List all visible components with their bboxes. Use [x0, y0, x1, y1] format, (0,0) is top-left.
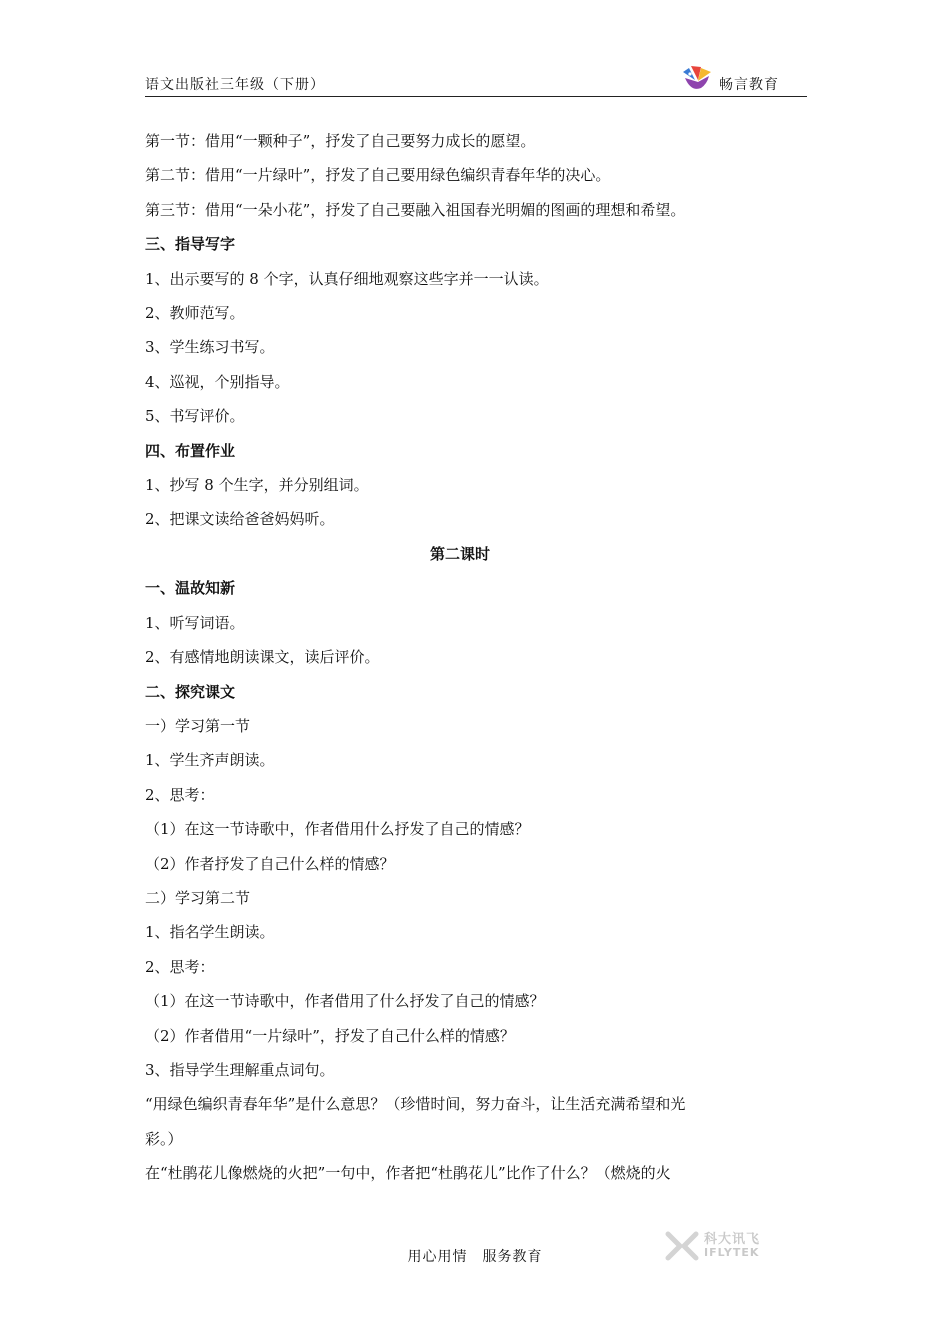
text-line: 二）学习第二节: [145, 888, 251, 907]
text-line: （2）作者抒发了自己什么样的情感？: [145, 854, 395, 873]
document-body: [145, 124, 775, 1191]
iflytek-logo-icon: [664, 1228, 700, 1264]
iflytek-watermark: [664, 1226, 774, 1266]
text-line: 1、听写词语。: [145, 613, 245, 632]
section-heading: 二、探究课文: [145, 682, 236, 701]
text-line: 第三节：借用“一朵小花”，抒发了自己要融入祖国春光明媚的图画的理想和希望。: [145, 200, 686, 219]
text-line: 5、书写评价。: [145, 407, 245, 426]
iflytek-cn-text: 科大讯飞: [704, 1232, 761, 1247]
text-line: 在“杜鹃花儿像燃烧的火把”一句中，作者把“杜鹃花儿”比作了什么？（燃烧的火: [145, 1164, 671, 1183]
text-line: 第一节：借用“一颗种子”，抒发了自己要努力成长的愿望。: [145, 132, 536, 150]
text-line: 3、学生练习书写。: [145, 338, 275, 357]
text-line: 1、出示要写的 8 个字，认真仔细地观察这些字并一一认读。: [145, 269, 549, 288]
header-publisher-text: 语文出版社三年级（下册）: [145, 77, 325, 93]
text-line: 4、巡视，个别指导。: [145, 372, 290, 391]
section-heading: 三、指导写字: [145, 235, 236, 254]
text-line: 2、教师范写。: [145, 304, 245, 323]
text-line: 1、抄写 8 个生字，并分别组词。: [145, 476, 369, 495]
section-heading: 一、温故知新: [145, 579, 236, 598]
section-heading: 四、布置作业: [145, 441, 236, 460]
text-line: 彩。）: [145, 1129, 183, 1148]
text-line: 2、有感情地朗读课文，读后评价。: [145, 648, 380, 667]
lesson-title: 第二课时: [429, 544, 490, 563]
text-line: 2、把课文读给爸爸妈妈听。: [145, 510, 335, 529]
text-line: 第二节：借用“一片绿叶”，抒发了自己要用绿色编织青春年华的决心。: [145, 166, 611, 185]
text-line: 1、指名学生朗读。: [145, 923, 275, 942]
header-brand-text: 畅言教育: [719, 77, 779, 93]
text-line: 1、学生齐声朗读。: [145, 751, 275, 770]
changyan-logo-icon: [681, 64, 715, 94]
text-line: 2、思考：: [145, 785, 215, 804]
footer-slogan: 用心用情 服务教育: [407, 1249, 543, 1265]
page-header: [145, 60, 807, 97]
text-line: （1）在这一节诗歌中，作者借用什么抒发了自己的情感？: [145, 820, 530, 839]
text-line: 3、指导学生理解重点词句。: [145, 1060, 335, 1079]
text-line: （1）在这一节诗歌中，作者借用了什么抒发了自己的情感？: [145, 992, 545, 1011]
text-line: 一）学习第一节: [145, 716, 251, 735]
iflytek-en-text: IFLYTEK: [704, 1246, 760, 1259]
text-line: “用绿色编织青春年华”是什么意思？（珍惜时间，努力奋斗，让生活充满希望和光: [145, 1095, 686, 1114]
text-line: 2、思考：: [145, 957, 215, 976]
text-line: （2）作者借用“一片绿叶”，抒发了自己什么样的情感？: [145, 1026, 515, 1045]
